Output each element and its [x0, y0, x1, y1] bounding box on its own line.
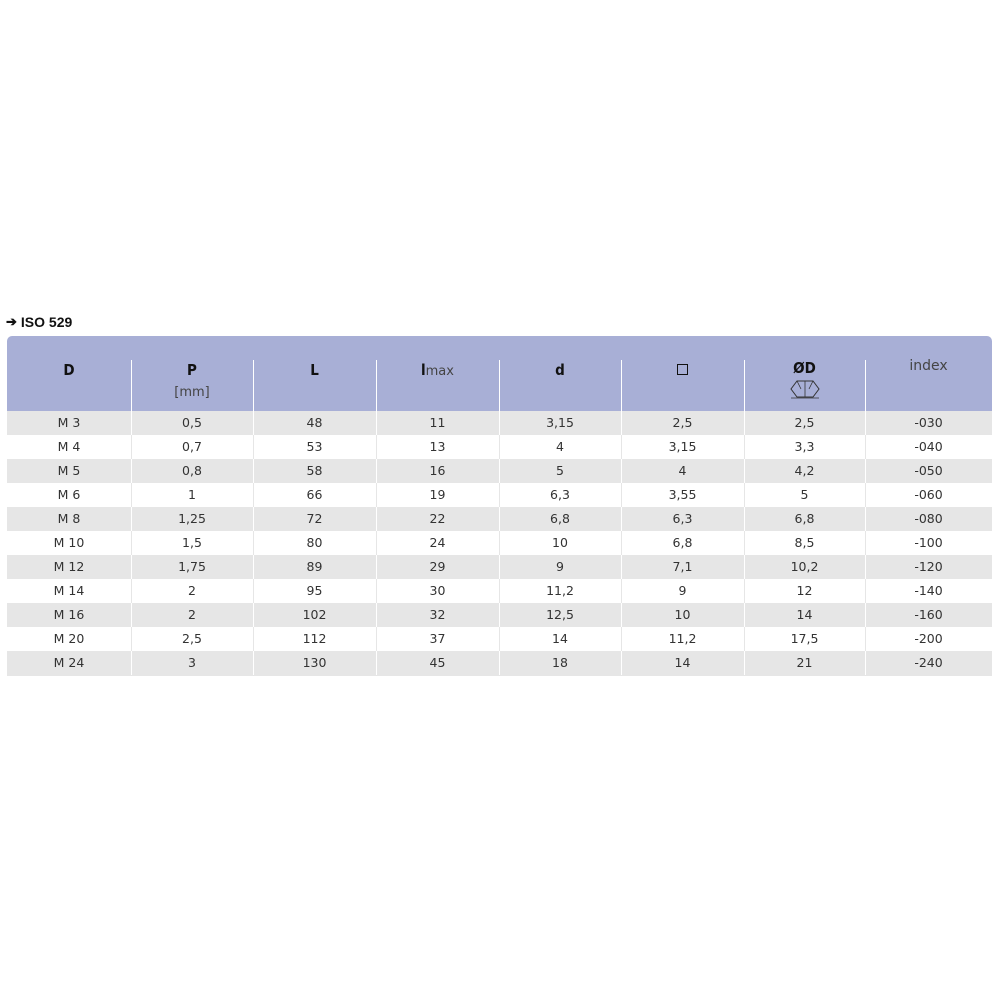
cell-pitch: 1,5: [131, 531, 253, 555]
header-diameter: [744, 336, 865, 411]
cell-pitch: 2,5: [131, 627, 253, 651]
cell-d-thread: M 16: [53, 607, 85, 622]
cell-index: -160: [865, 603, 992, 627]
cell-diameter: 10,2: [744, 555, 865, 579]
header-p-symbol: P: [187, 361, 197, 379]
cell-lmax: 22: [376, 507, 499, 531]
cell-pitch: 2: [131, 579, 253, 603]
header-index-label: index: [909, 358, 948, 374]
cell-pitch: 1: [131, 483, 253, 507]
table-body: [7, 411, 992, 676]
cell-pitch: 1,25: [131, 507, 253, 531]
cell-index: -200: [865, 627, 992, 651]
cell-length: 130: [253, 651, 376, 675]
header-l-symbol: L: [310, 361, 319, 379]
cell-d-thread: M 14: [53, 583, 85, 598]
section-heading: [6, 312, 72, 332]
cell-d-thread: M 3: [57, 415, 81, 430]
table-row: [7, 651, 992, 676]
header-d-symbol: D: [63, 361, 75, 379]
cell-length: 112: [253, 627, 376, 651]
cell-index: -140: [865, 579, 992, 603]
cell-diameter: 2,5: [744, 411, 865, 435]
cell-d-thread: M 4: [57, 439, 81, 454]
cell-d-thread: M 12: [53, 559, 85, 574]
cell-square: 4: [621, 459, 744, 483]
cell-pitch: 0,8: [131, 459, 253, 483]
table-row: [7, 435, 992, 459]
cell-lmax: 37: [376, 627, 499, 651]
table-row: [7, 627, 992, 651]
cell-square: 2,5: [621, 411, 744, 435]
cell-lmax: 29: [376, 555, 499, 579]
square-icon: [677, 364, 688, 375]
table-row: [7, 483, 992, 507]
cell-drill-d: 11,2: [499, 579, 621, 603]
cell-index: -040: [865, 435, 992, 459]
table-header: [7, 336, 992, 411]
cell-drill-d: 18: [499, 651, 621, 675]
cell-length: 89: [253, 555, 376, 579]
cell-index: -030: [865, 411, 992, 435]
cell-length: 102: [253, 603, 376, 627]
cell-diameter: 8,5: [744, 531, 865, 555]
hex-nut-icon: [788, 379, 822, 399]
cell-pitch: 2: [131, 603, 253, 627]
table-row: [7, 603, 992, 627]
cell-length: 53: [253, 435, 376, 459]
cell-length: 80: [253, 531, 376, 555]
cell-d-thread: M 10: [53, 535, 85, 550]
cell-lmax: 19: [376, 483, 499, 507]
table-row: [7, 555, 992, 579]
header-l: [253, 336, 376, 411]
cell-d-thread: M 8: [57, 511, 81, 526]
cell-d-thread: M 5: [57, 463, 81, 478]
cell-drill-d: 6,3: [499, 483, 621, 507]
cell-index: -050: [865, 459, 992, 483]
cell-length: 66: [253, 483, 376, 507]
cell-lmax: 24: [376, 531, 499, 555]
cell-diameter: 5: [744, 483, 865, 507]
cell-length: 95: [253, 579, 376, 603]
heading-title: ISO 529: [20, 314, 73, 330]
cell-square: 6,8: [621, 531, 744, 555]
table-row: [7, 579, 992, 603]
cell-diameter: 14: [744, 603, 865, 627]
cell-drill-d: 10: [499, 531, 621, 555]
cell-index: -080: [865, 507, 992, 531]
cell-pitch: 1,75: [131, 555, 253, 579]
cell-square: 10: [621, 603, 744, 627]
header-d: [7, 336, 131, 411]
cell-index: -120: [865, 555, 992, 579]
cell-diameter: 17,5: [744, 627, 865, 651]
table-row: [7, 459, 992, 483]
header-square: [621, 336, 744, 411]
cell-drill-d: 5: [499, 459, 621, 483]
arrow-right-icon: ➔: [6, 314, 17, 329]
cell-pitch: 0,5: [131, 411, 253, 435]
cell-diameter: 12: [744, 579, 865, 603]
cell-pitch: 3: [131, 651, 253, 675]
spec-table: [7, 336, 992, 676]
header-small-d: [499, 336, 621, 411]
cell-drill-d: 14: [499, 627, 621, 651]
header-p: [131, 336, 253, 411]
cell-drill-d: 6,8: [499, 507, 621, 531]
cell-drill-d: 3,15: [499, 411, 621, 435]
cell-square: 3,55: [621, 483, 744, 507]
header-lmax-symbol: l: [421, 361, 426, 379]
cell-diameter: 3,3: [744, 435, 865, 459]
cell-d-thread: M 6: [57, 487, 81, 502]
header-index: [865, 336, 992, 411]
cell-lmax: 32: [376, 603, 499, 627]
cell-square: 3,15: [621, 435, 744, 459]
cell-lmax: 30: [376, 579, 499, 603]
cell-pitch: 0,7: [131, 435, 253, 459]
header-diameter-symbol: ØD: [793, 359, 816, 377]
cell-square: 9: [621, 579, 744, 603]
cell-drill-d: 4: [499, 435, 621, 459]
header-small-d-symbol: d: [555, 361, 565, 379]
table-row: [7, 411, 992, 435]
cell-square: 6,3: [621, 507, 744, 531]
cell-index: -060: [865, 483, 992, 507]
table-row: [7, 507, 992, 531]
cell-length: 72: [253, 507, 376, 531]
header-p-unit: [mm]: [174, 385, 210, 400]
cell-drill-d: 12,5: [499, 603, 621, 627]
cell-diameter: 6,8: [744, 507, 865, 531]
cell-square: 7,1: [621, 555, 744, 579]
table-row: [7, 531, 992, 555]
cell-d-thread: M 20: [53, 631, 85, 646]
cell-drill-d: 9: [499, 555, 621, 579]
cell-length: 58: [253, 459, 376, 483]
cell-length: 48: [253, 411, 376, 435]
cell-square: 11,2: [621, 627, 744, 651]
cell-diameter: 21: [744, 651, 865, 675]
cell-d-thread: M 24: [53, 655, 85, 670]
cell-lmax: 45: [376, 651, 499, 675]
header-lmax-suffix: max: [425, 364, 454, 379]
header-lmax: [376, 336, 499, 411]
cell-index: -100: [865, 531, 992, 555]
cell-diameter: 4,2: [744, 459, 865, 483]
cell-lmax: 13: [376, 435, 499, 459]
cell-square: 14: [621, 651, 744, 675]
cell-index: -240: [865, 651, 992, 675]
cell-lmax: 16: [376, 459, 499, 483]
cell-lmax: 11: [376, 411, 499, 435]
